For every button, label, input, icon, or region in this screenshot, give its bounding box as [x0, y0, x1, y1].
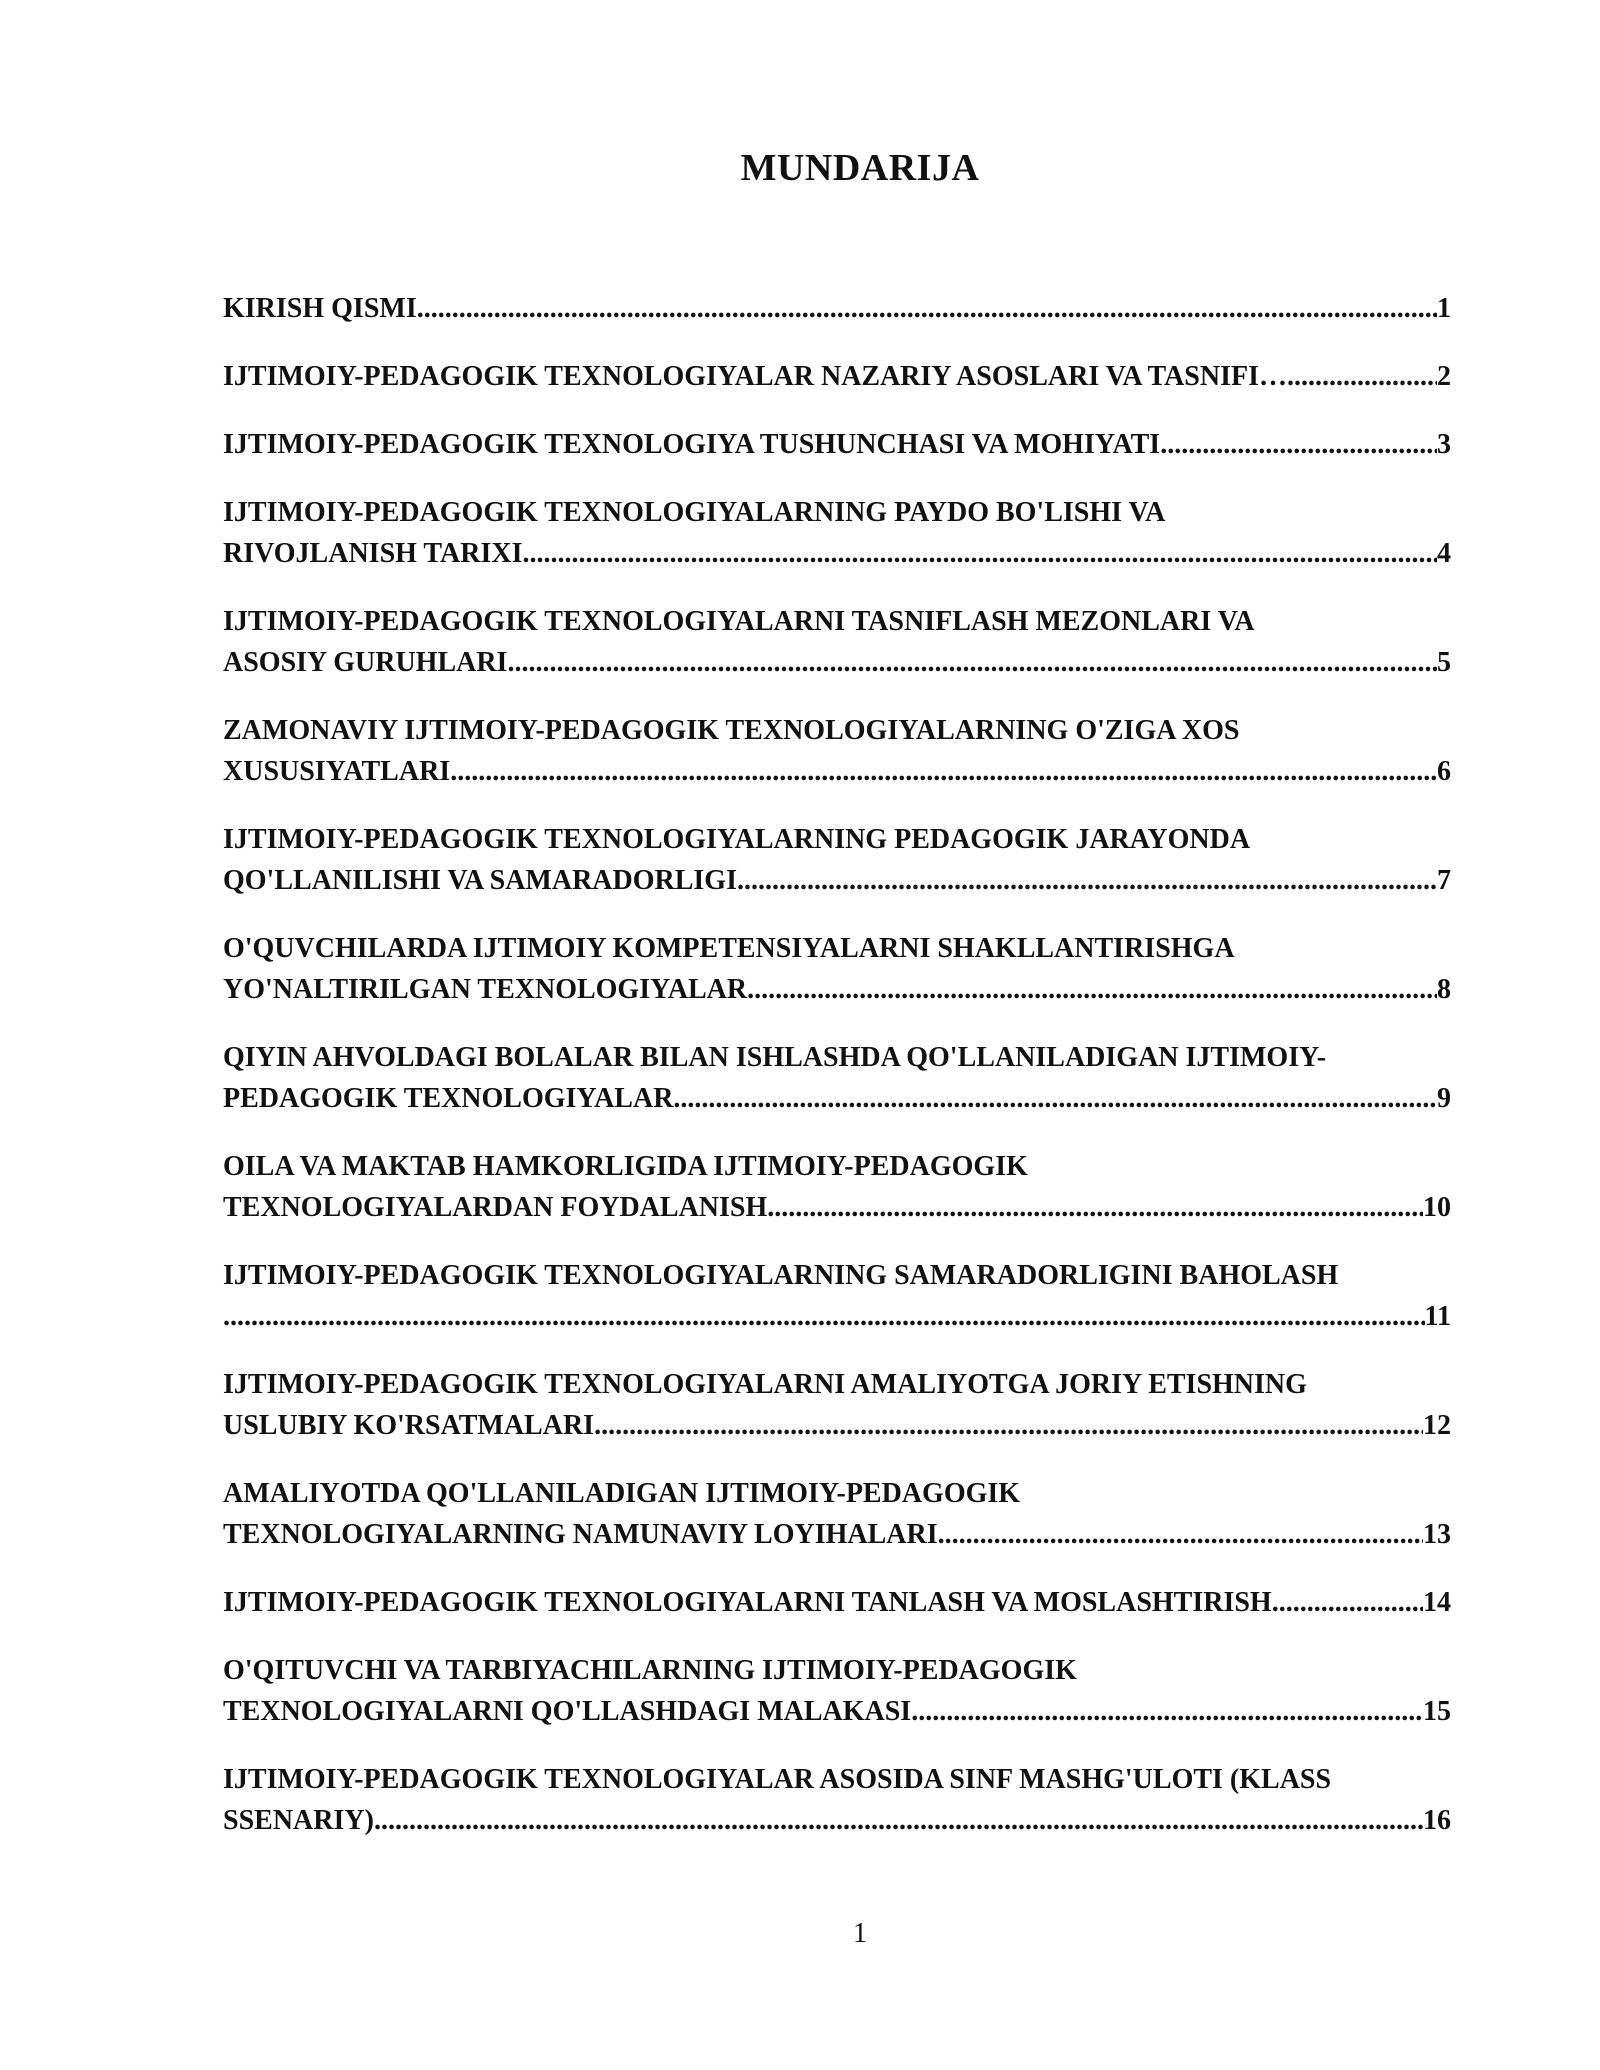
- toc-entry-page-number: 15: [1423, 1696, 1451, 1727]
- toc-entry-title: PEDAGOGIK TEXNOLOGIYALAR: [223, 1083, 674, 1114]
- table-of-contents: [223, 288, 1451, 1868]
- toc-entry[interactable]: [223, 1146, 1451, 1228]
- dot-leader: [737, 860, 1437, 901]
- toc-entry[interactable]: [223, 710, 1451, 792]
- toc-entry-title: TEXNOLOGIYALARNING NAMUNAVIY LOYIHALARI: [223, 1519, 938, 1550]
- toc-entry[interactable]: [223, 492, 1451, 574]
- toc-entry-title-line: QIYIN AHVOLDAGI BOLALAR BILAN ISHLASHDA QO'LLANILADIGAN IJTIMOIY-: [223, 1042, 1327, 1073]
- toc-entry[interactable]: [223, 928, 1451, 1010]
- dot-leader: [1160, 424, 1437, 465]
- toc-entry-title: QO'LLANILISHI VA SAMARADORLIGI: [223, 865, 737, 896]
- dot-leader: [673, 1078, 1437, 1119]
- toc-entry-title: XUSUSIYATLARI: [223, 756, 451, 787]
- toc-entry-page-number: 2: [1437, 361, 1451, 392]
- toc-entry[interactable]: [223, 1364, 1451, 1446]
- toc-entry-leader-line: [223, 969, 1451, 1010]
- toc-entry[interactable]: [223, 819, 1451, 901]
- dot-leader: [223, 1296, 1425, 1337]
- toc-entry[interactable]: [223, 424, 1451, 465]
- toc-entry[interactable]: [223, 1582, 1451, 1623]
- toc-entry[interactable]: [223, 356, 1451, 397]
- toc-entry-title: RIVOJLANISH TARIXI: [223, 538, 523, 569]
- toc-entry[interactable]: [223, 1650, 1451, 1732]
- toc-entry-title-line: IJTIMOIY-PEDAGOGIK TEXNOLOGIYALAR ASOSIDA SINF MASHG'ULOTI (KLASS: [223, 1764, 1332, 1795]
- toc-entry-page-number: 3: [1437, 429, 1451, 460]
- toc-entry-leader-line: [223, 356, 1451, 397]
- toc-entry-leader-line: [223, 1187, 1451, 1228]
- toc-entry-leader-line: [223, 1296, 1451, 1337]
- dot-leader: [1287, 356, 1437, 397]
- toc-entry[interactable]: [223, 1759, 1451, 1841]
- toc-entry-page-number: 10: [1423, 1192, 1451, 1223]
- toc-entry[interactable]: [223, 1473, 1451, 1555]
- dot-leader: [747, 969, 1437, 1010]
- page-number: 1: [853, 1918, 867, 1949]
- toc-entry-page-number: 12: [1423, 1410, 1451, 1441]
- toc-entry-leader-line: [223, 1582, 1451, 1623]
- toc-entry-title: SSENARIY): [223, 1805, 374, 1836]
- toc-entry-page-number: 13: [1423, 1519, 1451, 1550]
- toc-entry-title-line: O'QITUVCHI VA TARBIYACHILARNING IJTIMOIY-PEDAGOGIK: [223, 1655, 1077, 1686]
- toc-entry-page-number: 8: [1437, 974, 1451, 1005]
- toc-entry-page-number: 4: [1437, 538, 1451, 569]
- toc-entry-leader-line: [223, 1800, 1451, 1841]
- toc-entry-title: KIRISH QISMI: [223, 293, 417, 324]
- toc-entry-page-number: 9: [1437, 1083, 1451, 1114]
- toc-entry-title: TEXNOLOGIYALARNI QO'LLASHDAGI MALAKASI: [223, 1696, 912, 1727]
- dot-leader: [374, 1800, 1423, 1841]
- toc-entry-leader-line: [223, 860, 1451, 901]
- toc-entry-page-number: 16: [1423, 1805, 1451, 1836]
- toc-entry-title-line: IJTIMOIY-PEDAGOGIK TEXNOLOGIYALARNING PAYDO BO'LISHI VA: [223, 497, 1166, 528]
- toc-entry[interactable]: [223, 1037, 1451, 1119]
- dot-leader: [767, 1187, 1423, 1228]
- toc-entry-leader-line: [223, 1078, 1451, 1119]
- dot-leader: [938, 1514, 1423, 1555]
- toc-entry-leader-line: [223, 1405, 1451, 1446]
- toc-entry-title-line: ZAMONAVIY IJTIMOIY-PEDAGOGIK TEXNOLOGIYALARNING O'ZIGA XOS: [223, 715, 1240, 746]
- toc-entry[interactable]: [223, 1255, 1451, 1337]
- toc-entry-title: IJTIMOIY-PEDAGOGIK TEXNOLOGIYALARNI TANLASH VA MOSLASHTIRISH: [223, 1587, 1272, 1618]
- toc-entry-leader-line: [223, 288, 1451, 329]
- toc-entry[interactable]: [223, 601, 1451, 683]
- toc-entry-title-line: IJTIMOIY-PEDAGOGIK TEXNOLOGIYALARNING SAMARADORLIGINI BAHOLASH: [223, 1260, 1339, 1291]
- toc-entry-page-number: 6: [1437, 756, 1451, 787]
- dot-leader: [417, 288, 1437, 329]
- toc-entry-page-number: 14: [1423, 1587, 1451, 1618]
- dot-leader: [450, 751, 1437, 792]
- toc-entry-title-line: IJTIMOIY-PEDAGOGIK TEXNOLOGIYALARNI AMALIYOTGA JORIY ETISHNING: [223, 1369, 1307, 1400]
- toc-entry-leader-line: [223, 751, 1451, 792]
- toc-entry-page-number: 11: [1424, 1301, 1451, 1332]
- dot-leader: [1272, 1582, 1423, 1623]
- toc-entry-leader-line: [223, 1514, 1451, 1555]
- page-title: MUNDARIJA: [740, 147, 980, 189]
- toc-entry-title: ASOSIY GURUHLARI: [223, 647, 508, 678]
- toc-entry-page-number: 7: [1437, 865, 1451, 896]
- toc-entry-page-number: 5: [1437, 647, 1451, 678]
- dot-leader: [911, 1691, 1423, 1732]
- toc-entry-title: TEXNOLOGIYALARDAN FOYDALANISH: [223, 1192, 768, 1223]
- toc-entry-leader-line: [223, 533, 1451, 574]
- toc-entry-title: USLUBIY KO'RSATMALARI: [223, 1410, 595, 1441]
- toc-entry-title-line: AMALIYOTDA QO'LLANILADIGAN IJTIMOIY-PEDAGOGIK: [223, 1478, 1021, 1509]
- dot-leader: [522, 533, 1437, 574]
- dot-leader: [594, 1405, 1423, 1446]
- toc-entry-title: IJTIMOIY-PEDAGOGIK TEXNOLOGIYALAR NAZARIY ASOSLARI VA TASNIFI…: [223, 361, 1287, 392]
- toc-entry-page-number: 1: [1437, 293, 1451, 324]
- toc-entry-title-line: IJTIMOIY-PEDAGOGIK TEXNOLOGIYALARNING PEDAGOGIK JARAYONDA: [223, 824, 1251, 855]
- toc-entry-leader-line: [223, 642, 1451, 683]
- toc-entry-title-line: OILA VA MAKTAB HAMKORLIGIDA IJTIMOIY-PEDAGOGIK: [223, 1151, 1028, 1182]
- toc-entry-leader-line: [223, 1691, 1451, 1732]
- toc-entry-title: IJTIMOIY-PEDAGOGIK TEXNOLOGIYA TUSHUNCHASI VA MOHIYATI: [223, 429, 1161, 460]
- toc-entry-title: YO'NALTIRILGAN TEXNOLOGIYALAR: [223, 974, 748, 1005]
- toc-entry[interactable]: [223, 288, 1451, 329]
- toc-entry-title-line: O'QUVCHILARDA IJTIMOIY KOMPETENSIYALARNI SHAKLLANTIRISHGA: [223, 933, 1235, 964]
- dot-leader: [507, 642, 1437, 683]
- toc-entry-leader-line: [223, 424, 1451, 465]
- toc-entry-title-line: IJTIMOIY-PEDAGOGIK TEXNOLOGIYALARNI TASNIFLASH MEZONLARI VA: [223, 606, 1255, 637]
